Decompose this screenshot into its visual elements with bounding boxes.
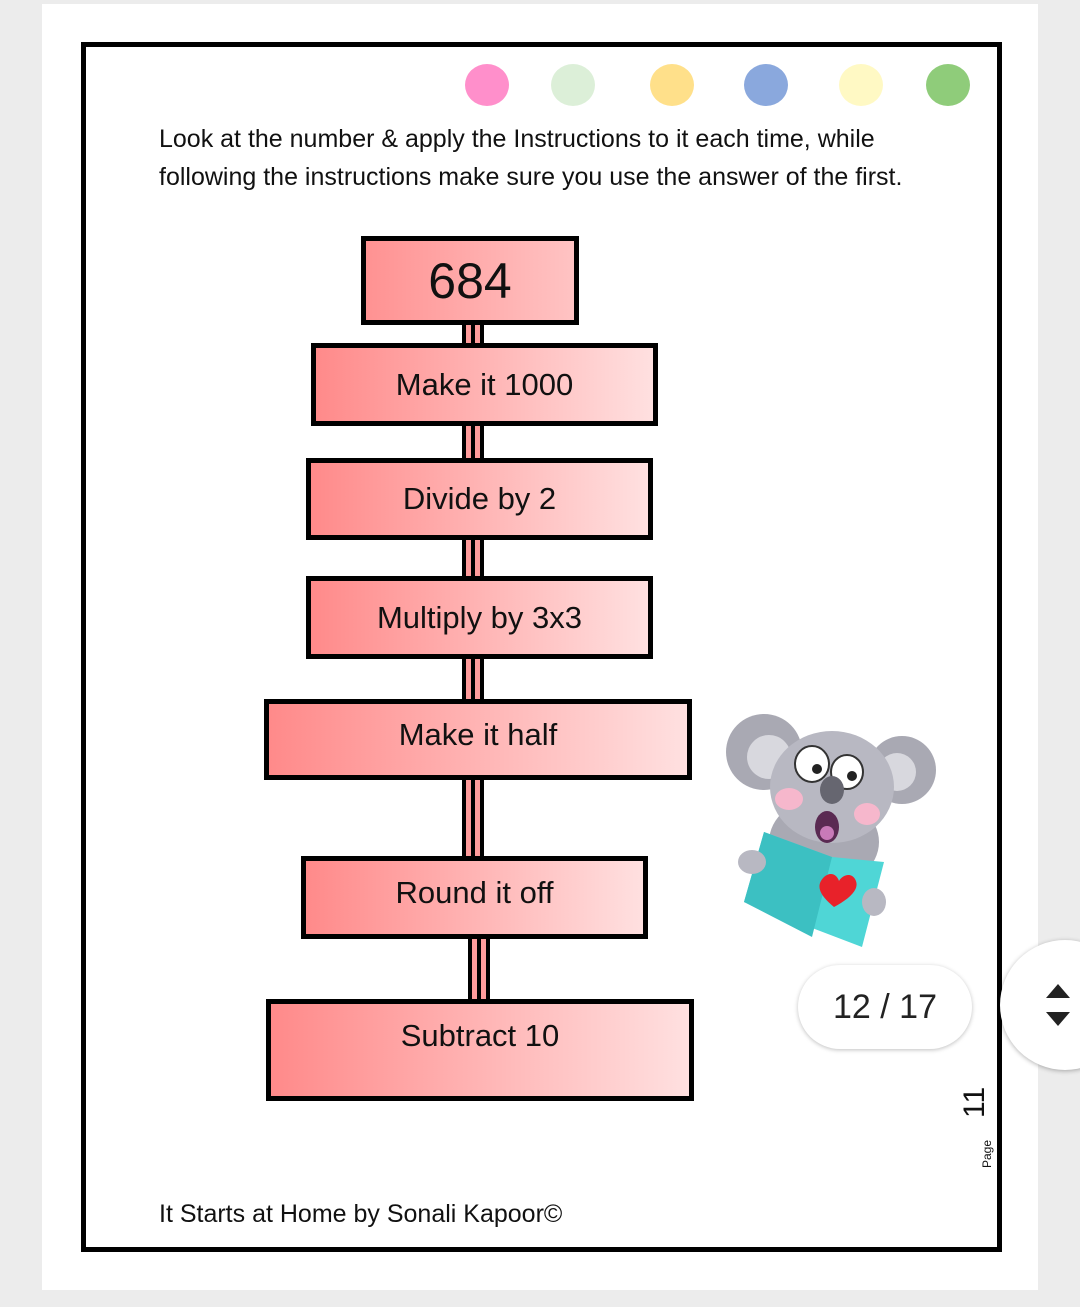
flow-connector	[462, 778, 484, 858]
step-box-4: Make it half	[264, 699, 692, 780]
step-box-5: Round it off	[301, 856, 648, 939]
step-box-2: Divide by 2	[306, 458, 653, 540]
flow-connector	[462, 323, 484, 345]
color-dot-mint	[551, 64, 595, 106]
footer-credit: It Starts at Home by Sonali Kapoor©	[159, 1200, 563, 1228]
flow-connector	[462, 657, 484, 701]
color-dot-blue	[744, 64, 788, 106]
flow-connector	[468, 937, 490, 1001]
step-box-1: Make it 1000	[311, 343, 658, 426]
start-number-box: 684	[361, 236, 579, 325]
color-dot-yellow	[650, 64, 694, 106]
color-dot-green	[926, 64, 970, 106]
color-dot-pink	[465, 64, 509, 106]
koala-reading-icon	[724, 702, 938, 952]
page-number-value: 11	[958, 1086, 991, 1118]
flow-connector	[462, 538, 484, 578]
flow-connector	[462, 424, 484, 460]
color-dot-cream	[839, 64, 883, 106]
page-number	[958, 1086, 994, 1168]
page-counter: 12 / 17	[798, 965, 972, 1049]
step-box-6: Subtract 10	[266, 999, 694, 1101]
page-number-label: Page	[980, 1139, 994, 1168]
step-box-3: Multiply by 3x3	[306, 576, 653, 659]
instructions-text: Look at the number & apply the Instructions to it each time, while following the instructions make sure you use the answer of the first.	[159, 125, 903, 191]
up-down-arrows-icon	[1038, 974, 1078, 1034]
